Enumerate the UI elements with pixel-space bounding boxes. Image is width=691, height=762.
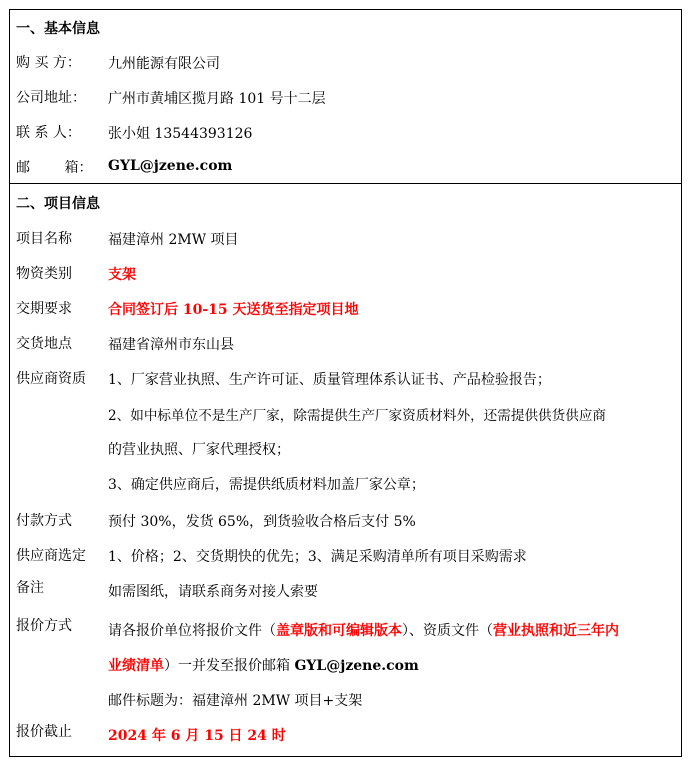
supplier-select-value: 1、价格；2、交货期快的优先；3、满足采购清单所有项目采购需求 [108,549,527,565]
payment-label: 付款方式 [16,513,72,529]
material-type-label: 物资类别 [16,266,72,282]
remarks-value: 如需图纸，请联系商务对接人索要 [108,584,318,600]
quote-method-p1-red: 盖章版和可编辑版本 [276,623,402,639]
quote-method-subject: 邮件标题为：福建漳州 2MW 项目+支架 [108,693,363,709]
section2-title: 二、项目信息 [16,196,100,212]
quote-method-line1 [108,620,619,640]
quote-method-p3: ）一并发至报价邮箱 [164,658,295,674]
quote-method-p1: 请各报价单位将报价文件（ [108,623,276,639]
quote-method-p2-red: 营业执照和近三年内 [493,623,619,639]
buyer-label: 购 买 方： [16,55,81,71]
address-label: 公司地址： [16,90,86,106]
remarks-label: 备注 [16,580,44,596]
quote-method-email[interactable]: GYL@jzene.com [294,658,419,674]
supplier-select-label: 供应商选定 [16,548,86,564]
quote-method-p2: ）、资质文件（ [402,623,493,639]
supplier-qual-item3: 3、确定供应商后，需提供纸质材料加盖厂家公章； [108,477,425,493]
contact-value: 张小姐 13544393126 [108,126,253,142]
deadline-label: 报价截止 [16,724,72,740]
email-label: 邮 箱： [16,160,93,176]
material-type-value: 支架 [108,267,136,283]
supplier-qual-label: 供应商资质 [16,371,86,387]
quote-method-label: 报价方式 [16,618,72,634]
address-value: 广州市黄埔区揽月路 101 号十二层 [108,91,326,107]
delivery-req-value: 合同签订后 10-15 天送货至指定项目地 [108,302,359,318]
project-name-value: 福建漳州 2MW 项目 [108,232,239,248]
email-value[interactable]: GYL@jzene.com [108,158,233,174]
contact-label: 联 系 人： [16,125,81,141]
payment-value: 预付 30%，发货 65%，到货验收合格后支付 5% [108,514,416,530]
quote-method-p3-red: 业绩清单 [108,658,164,674]
delivery-req-label: 交期要求 [16,301,72,317]
section-divider [9,183,682,184]
delivery-place-label: 交货地点 [16,336,72,352]
deadline-value: 2024 年 6 月 15 日 24 时 [108,728,286,744]
project-name-label: 项目名称 [16,231,72,247]
supplier-qual-item2b: 的营业执照、厂家代理授权； [108,442,290,458]
delivery-place-value: 福建省漳州市东山县 [108,337,234,353]
section1-title: 一、基本信息 [16,21,100,37]
supplier-qual-item1: 1、厂家营业执照、生产许可证、质量管理体系认证书、产品检验报告； [108,372,551,388]
quote-method-line2 [108,655,419,675]
supplier-qual-item2a: 2、如中标单位不是生产厂家，除需提供生产厂家资质材料外，还需提供供货供应商 [108,408,607,424]
buyer-value: 九州能源有限公司 [108,56,220,72]
